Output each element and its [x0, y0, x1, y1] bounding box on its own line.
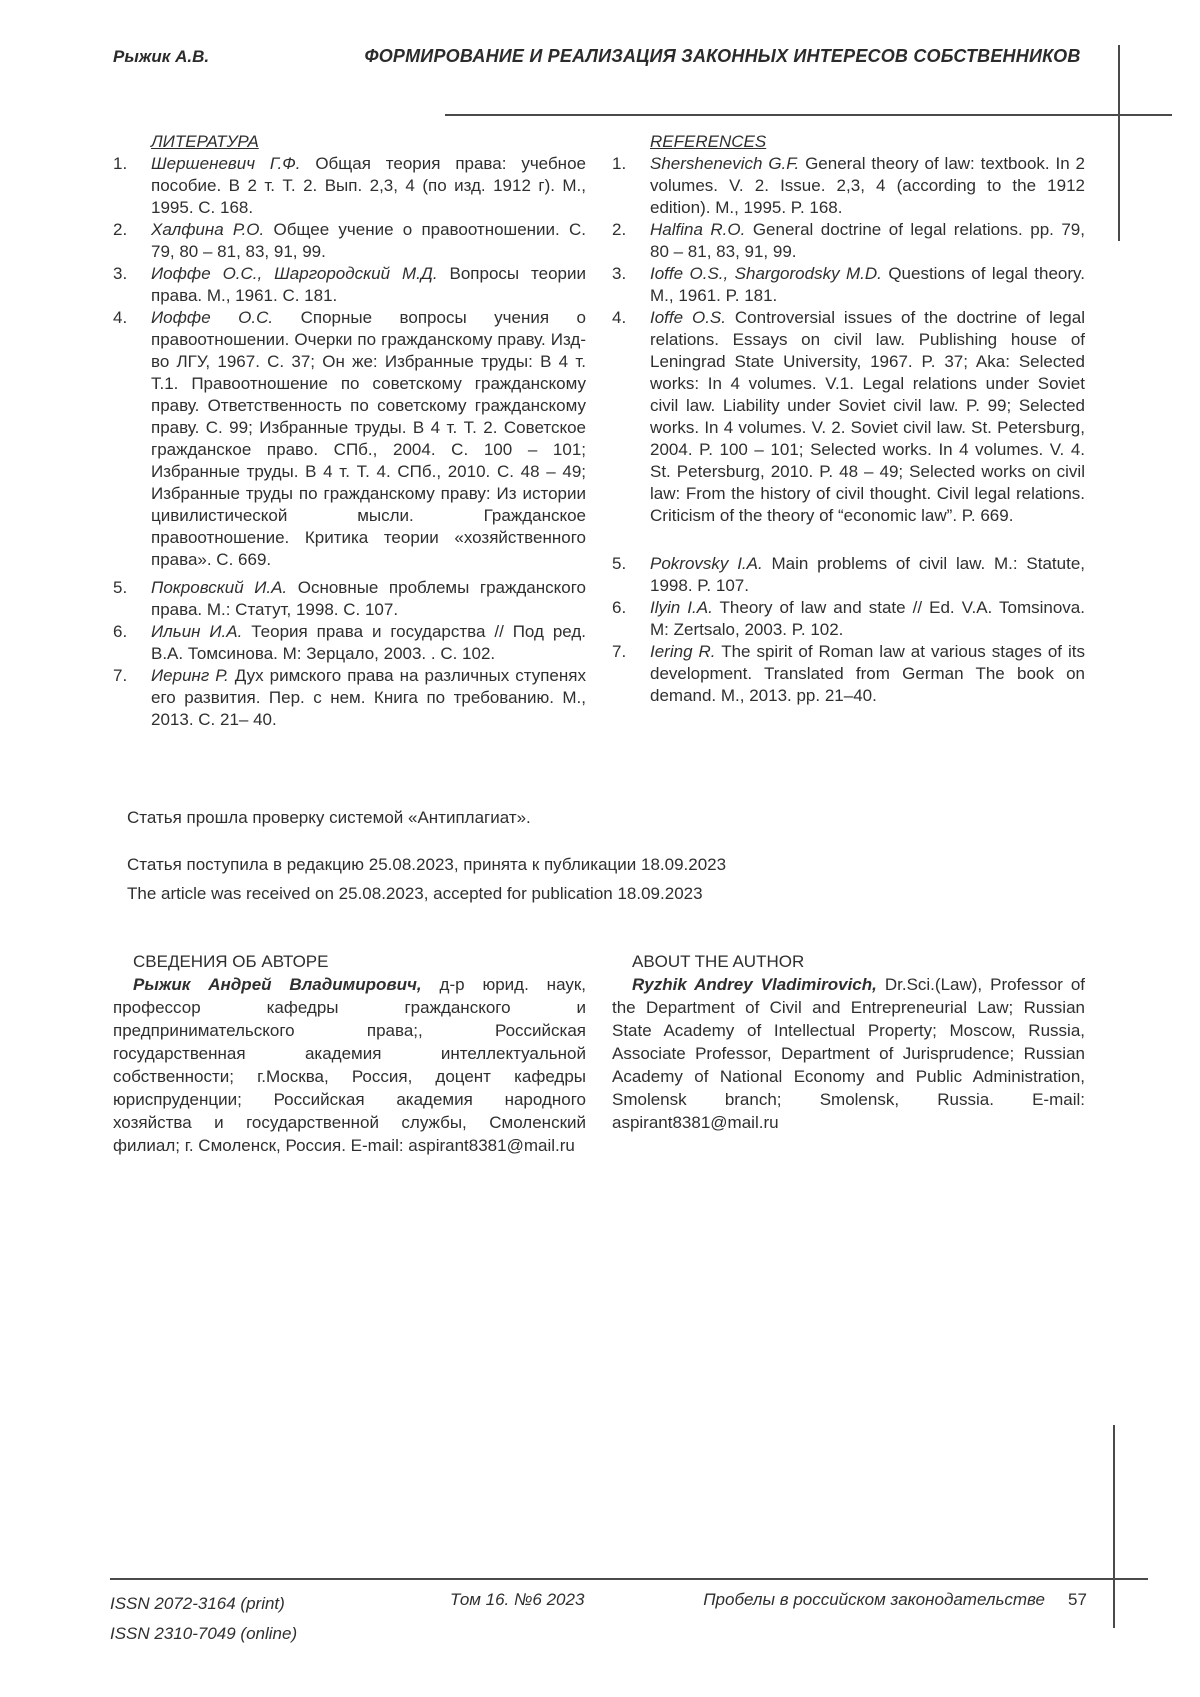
ref-number: 5.	[113, 578, 128, 597]
article-title: ФОРМИРОВАНИЕ И РЕАЛИЗАЦИЯ ЗАКОННЫХ ИНТЕРЕСОВ СОБСТВЕННИКОВ	[364, 46, 1081, 66]
ref-text	[151, 307, 586, 571]
ref-author: Иоффе О.С.	[151, 308, 274, 327]
author-info-ru-heading: СВЕДЕНИЯ ОБ АВТОРЕ	[133, 952, 329, 971]
antiplagiat-note: Статья прошла проверку системой «Антиплагиат».	[127, 808, 531, 827]
ref-author: Halfina R.O.	[650, 220, 746, 239]
ref-author: Ioffe O.S.	[650, 308, 726, 327]
ref-citation: Основные проблемы гражданского права. М.: Статут, 1998. С. 107.	[151, 578, 586, 619]
reference-item	[113, 307, 586, 571]
reference-item	[113, 577, 586, 621]
ref-text	[650, 153, 1085, 219]
ref-number: 6.	[113, 622, 128, 641]
ref-citation: Спорные вопросы учения о правоотношении. Очерки по гражданскому праву. Изд-во ЛГУ, 1967. С. 37; Он же: Избранные труды: В 4 т. Т.1. Правоотношение по советскому гражданскому праву. Ответственность по советскому гражданскому праву. С. 99; Избранные труды. В 4 т. Т. 2. Советское гражданское право. СПб., 2004. С. 100 – 101; Избранные труды. В 4 т. Т. 4. СПб., 2010. С. 48 – 49; Избранные труды по гражданскому праву: Из истории цивилистической мысли. Гражданское правоотношение. Критика теории «хозяйственного права». С. 669.	[151, 308, 587, 569]
ref-author: Шершеневич Г.Ф.	[151, 154, 301, 173]
references-heading: REFERENCES	[650, 132, 767, 151]
ref-citation: Общее учение о правоотношении. С. 79, 80 – 81, 83, 91, 99.	[151, 220, 586, 261]
ref-author: Ioffe O.S., Shargorodsky M.D.	[650, 264, 882, 283]
footer-issn	[110, 1589, 297, 1649]
ref-citation: Вопросы теории права. М., 1961. С. 181.	[151, 264, 587, 305]
ref-author: Иеринг Р.	[151, 666, 229, 685]
header-rule	[445, 114, 1172, 116]
ref-number: 3.	[113, 264, 128, 283]
author-details-en: Dr.Sci.(Law), Professor of the Department of Civil and Entrepreneurial Law; Russian State Academy of Intellectual Property; Moscow, Russia, Associate Professor, Department of Jurisprudence; Russian Academy of National Economy and Public Administration, Smolensk branch; Smolensk, Russia. E-mail: aspirant8381@mail.ru	[612, 975, 1085, 1132]
ref-citation: Theory of law and state // Ed. V.A. Tomsinova. M: Zertsalo, 2003. P. 102.	[650, 598, 1085, 639]
ref-citation: Общая теория права: учебное пособие. В 2 т. Т. 2. Вып. 2,3, 4 (по изд. 1912 г). М., 1995. С. 168.	[151, 154, 586, 217]
author-name-ru: Рыжик Андрей Владимирович,	[133, 975, 422, 994]
reference-item	[113, 621, 586, 665]
reference-item	[113, 153, 586, 219]
ref-citation: The spirit of Roman law at various stages of its development. Translated from German The book on demand. M., 2013. pp. 21–40.	[650, 642, 1085, 705]
references-column	[612, 131, 1085, 731]
literature-heading: ЛИТЕРАТУРА	[151, 132, 259, 151]
author-info-ru-text	[113, 973, 586, 1157]
ref-citation: Дух римского права на различных ступенях его развития. Пер. с нем. Книга по требованию. М., 2013. С. 21– 40.	[151, 666, 586, 729]
ref-text	[151, 219, 586, 263]
ref-number: 1.	[612, 154, 627, 173]
footer-volume: Том 16. №6 2023	[450, 1590, 585, 1609]
ref-text	[151, 621, 586, 665]
ref-text	[650, 219, 1085, 263]
ref-number: 7.	[113, 666, 128, 685]
ref-text	[650, 307, 1085, 527]
ref-number: 4.	[612, 308, 627, 327]
references-columns	[113, 131, 1085, 731]
ref-author: Ilyin I.A.	[650, 598, 713, 617]
ref-number: 2.	[612, 220, 627, 239]
author-info-en-heading: ABOUT THE AUTHOR	[632, 952, 805, 971]
ref-citation: Controversial issues of the doctrine of legal relations. Essays on civil law. Publishing house of Leningrad State University, 1967. P. 37; Aka: Selected works: In 4 volumes. V.1. Legal relations under Soviet civil law. Liability under Soviet civil law. P. 99; Selected works. In 4 volumes. V. 2. Soviet civil law. St. Petersburg, 2004. P. 100 – 101; Selected works. In 4 volumes. V. 4. St. Petersburg, 2010. P. 48 – 49; Selected works on civil law: From the history of civil thought. Civil legal relations. Criticism of the theory of “economic law”. P. 669.	[650, 308, 1085, 525]
reference-item	[612, 263, 1085, 307]
ref-citation: General doctrine of legal relations. pp. 79, 80 – 81, 83, 91, 99.	[650, 220, 1085, 261]
submission-dates	[127, 850, 726, 908]
bottom-right-rule	[1113, 1425, 1115, 1628]
ref-citation: Questions of legal theory. M., 1961. P. 181.	[650, 264, 1085, 305]
ref-text	[650, 553, 1085, 597]
ref-number: 2.	[113, 220, 128, 239]
ref-number: 1.	[113, 154, 128, 173]
submission-date-ru: Статья поступила в редакцию 25.08.2023, принята к публикации 18.09.2023	[127, 855, 727, 874]
reference-item	[612, 153, 1085, 219]
author-info-section	[113, 950, 1085, 1157]
ref-citation: Main problems of civil law. M.: Statute, 1998. P. 107.	[650, 554, 1086, 595]
footer-issn-print: ISSN 2072-3164 (print)	[110, 1594, 285, 1613]
ref-citation: Теория права и государства // Под ред. В.А. Томсинова. М: Зерцало, 2003. . С. 102.	[151, 622, 586, 663]
ref-text	[151, 577, 586, 621]
ref-author: Покровский И.А.	[151, 578, 288, 597]
author-info-en	[612, 950, 1085, 1157]
reference-item	[612, 597, 1085, 641]
reference-item	[612, 307, 1085, 527]
footer-page-number: 57	[1068, 1590, 1087, 1609]
ref-text	[151, 153, 586, 219]
ref-number: 5.	[612, 554, 627, 573]
ref-text	[650, 263, 1085, 307]
ref-number: 4.	[113, 308, 128, 327]
ref-citation: General theory of law: textbook. In 2 volumes. V. 2. Issue. 2,3, 4 (according to the 1912 edition). M., 1995. P. 168.	[650, 154, 1085, 217]
ref-text	[650, 597, 1085, 641]
ref-author: Халфина Р.О.	[151, 220, 265, 239]
ref-author: Shershenevich G.F.	[650, 154, 800, 173]
ref-number: 6.	[612, 598, 627, 617]
footer-journal-title: Пробелы в российском законодательстве	[703, 1590, 1045, 1609]
author-info-ru	[113, 950, 586, 1157]
running-head-author: Рыжик А.В.	[113, 47, 210, 66]
ref-text	[151, 263, 586, 307]
footer-rule	[110, 1578, 1148, 1580]
top-right-rule	[1118, 45, 1120, 241]
author-name-en: Ryzhik Andrey Vladimirovich,	[632, 975, 877, 994]
ref-text	[151, 665, 586, 731]
reference-item	[113, 263, 586, 307]
footer-issn-online: ISSN 2310-7049 (online)	[110, 1624, 298, 1643]
literature-column	[113, 131, 586, 731]
author-details-ru: д-р юрид. наук, профессор кафедры гражданского и предпринимательского права;, Российская государственная академия интеллектуальной собственности; г.Москва, Россия, доцент кафедры юриспруденции; Российская академия народного хозяйства и государственной службы, Смоленский филиал; г. Смоленск, Россия. E-mail: aspirant8381@mail.ru	[113, 975, 586, 1155]
ref-author: Iering R.	[650, 642, 716, 661]
ref-number: 3.	[612, 264, 627, 283]
reference-item	[113, 665, 586, 731]
submission-date-en: The article was received on 25.08.2023, accepted for publication 18.09.2023	[127, 884, 703, 903]
author-info-en-text	[612, 973, 1085, 1134]
reference-item	[612, 553, 1085, 597]
reference-item	[612, 219, 1085, 263]
ref-number: 7.	[612, 642, 627, 661]
reference-item	[612, 641, 1085, 707]
reference-item	[113, 219, 586, 263]
ref-author: Ильин И.А.	[151, 622, 243, 641]
ref-text	[650, 641, 1085, 707]
ref-author: Pokrovsky I.A.	[650, 554, 763, 573]
ref-author: Иоффе О.С., Шаргородский М.Д.	[151, 264, 438, 283]
